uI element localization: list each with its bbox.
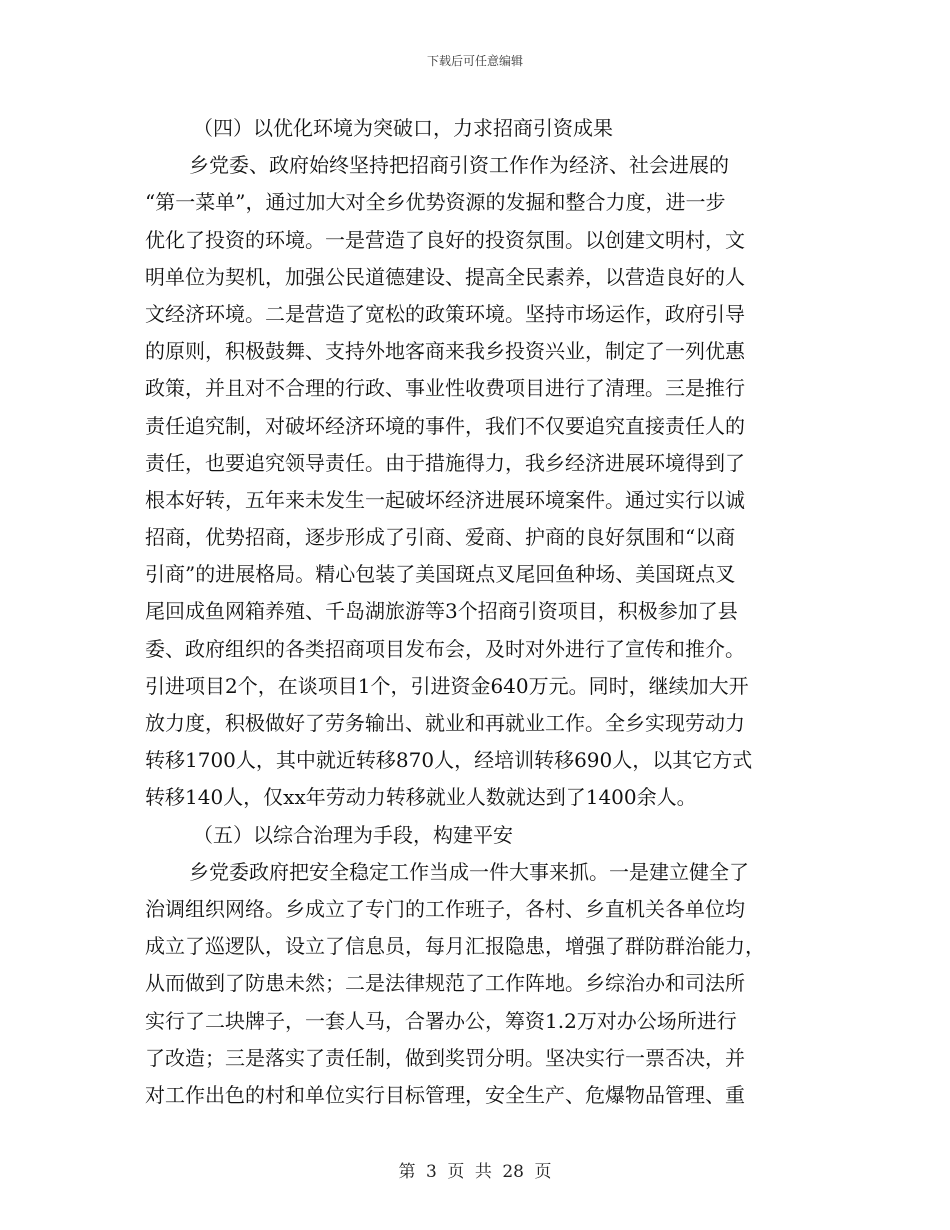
text-line: “第一菜单”，通过加大对全乡优势资源的发掘和整合力度，进一步 [145, 190, 726, 215]
text-line: 转移140人，仅xx年劳动力转移就业人数就达到了1400余人。 [145, 785, 697, 810]
text-line: （五）以综合治理为手段，构建平安 [193, 822, 513, 847]
text-line: 的原则，积极鼓舞、支持外地客商来我乡投资兴业，制定了一列优惠 [145, 339, 745, 364]
text-line: 尾回成鱼网箱养殖、千岛湖旅游等3个招商引资项目，积极参加了县 [145, 599, 738, 624]
text-line: 责任追究制，对破坏经济环境的事件，我们不仅要追究直接责任人的 [145, 413, 745, 438]
text-line: 根本好转，五年来未发生一起破坏经济进展环境案件。通过实行以诚 [145, 487, 745, 512]
text-line: 乡党委、政府始终坚持把招商引资工作作为经济、社会进展的 [189, 153, 729, 178]
text-line: 引进项目2个，在谈项目1个，引进资金640万元。同时，继续加大开 [145, 673, 749, 698]
text-line: 招商，优势招商，逐步形成了引商、爱商、护商的良好氛围和“以商 [145, 525, 736, 550]
text-line: 责任，也要追究领导责任。由于措施得力，我乡经济进展环境得到了 [145, 450, 745, 475]
page-header: 下载后可任意编辑 [426, 54, 523, 68]
document-body [145, 110, 807, 1114]
text-line: 文经济环境。二是营造了宽松的政策环境。坚持市场运作，政府引导 [145, 301, 745, 326]
text-line: 乡党委政府把安全稳定工作当成一件大事来抓。一是建立健全了 [189, 859, 749, 884]
text-line: 委、政府组织的各类招商项目发布会，及时对外进行了宣传和推介。 [145, 636, 745, 661]
text-line: 转移1700人，其中就近转移870人，经培训转移690人，以其它方式 [145, 748, 753, 773]
text-line: 政策，并且对不合理的行政、事业性收费项目进行了清理。三是推行 [145, 376, 745, 401]
text-line: 实行了二块牌子，一套人马，合署办公，筹资1.2万对办公场所进行 [145, 1008, 737, 1033]
text-line: （四）以优化环境为突破口，力求招商引资成果 [193, 116, 613, 140]
text-line: 从而做到了防患未然；二是法律规范了工作阵地。乡综治办和司法所 [145, 971, 745, 996]
text-line: 对工作出色的村和单位实行目标管理，安全生产、危爆物品管理、重 [145, 1082, 745, 1107]
text-line: 引商”的进展格局。精心包装了美国斑点叉尾回鱼种场、美国斑点叉 [145, 562, 736, 587]
text-line: 成立了巡逻队，设立了信息员，每月汇报隐患，增强了群防群治能力， [145, 934, 765, 959]
text-line: 明单位为契机，加强公民道德建设、提高全民素养，以营造良好的人 [145, 264, 745, 289]
text-line: 治调组织网络。乡成立了专门的工作班子，各村、乡直机关各单位均 [145, 896, 745, 921]
page-footer: 第 3 页 共 28 页 [398, 1162, 552, 1182]
text-line: 优化了投资的环境。一是营造了良好的投资氛围。以创建文明村，文 [145, 227, 745, 252]
text-line: 了改造；三是落实了责任制，做到奖罚分明。坚决实行一票否决，并 [145, 1045, 745, 1070]
text-line: 放力度，积极做好了劳务输出、就业和再就业工作。全乡实现劳动力 [145, 711, 745, 735]
